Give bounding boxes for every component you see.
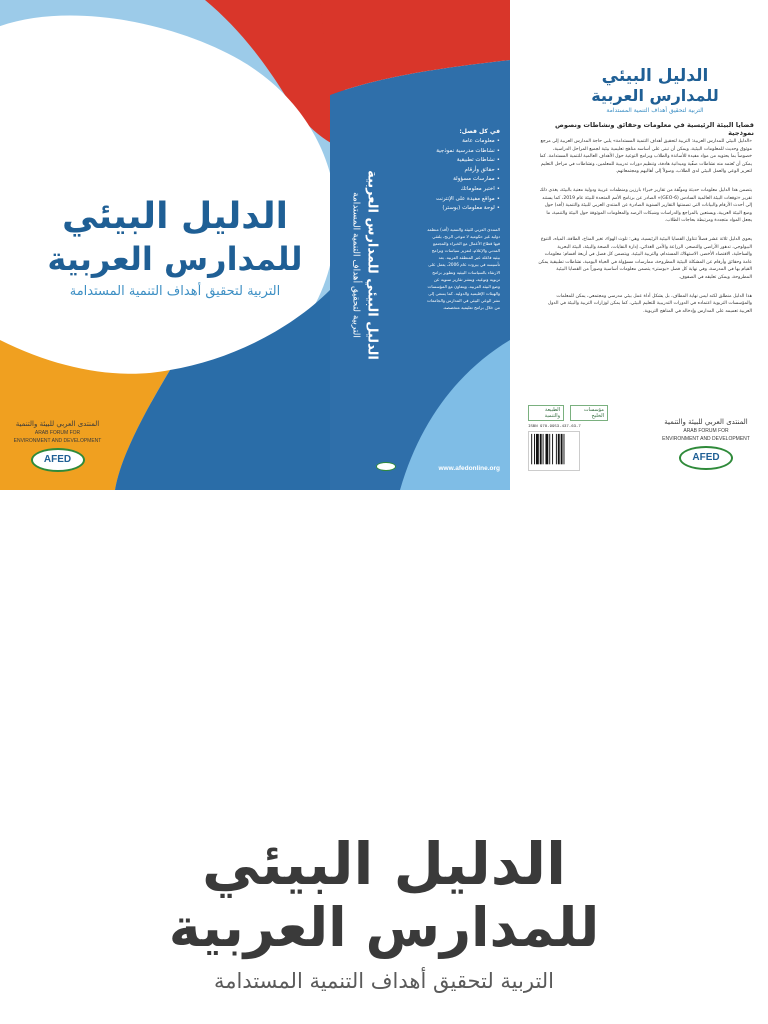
barcode-icon [528, 431, 580, 471]
back-afed-logo-icon [679, 446, 733, 470]
partner-logo-1: الطبيعة والتنمية [528, 405, 564, 421]
description-paragraph: «الدليل البيئي للمدارس العربية: التربية لتحقيق أهداف التنمية المستدامة» يلبي حاجة المدارس العربية إلى مرجع موثوق وحديث للمعلومات البيئية، ويمكن أن تبنى على أساسه مناهج تعليمية بيئية لجميع المراحل الدراسية، خصوصاً بما يحتويه من مواد مفيدة للأساتذة والطلاب وبرامج التوعية حول الأهداف العالمية للتنمية المستدامة. كما يمكن أن تُعتمد منه نشاطات صفّية وميدانية هادفة، وتنظيم دورات تدريبية للمعلمين، ونشاطات في مراحل التعليم لتعزيز الوعي والعمل البيئي لدى الطلاب، وصولاً إلى أهاليهم ومجتمعاتهم. [539, 139, 752, 175]
partner-logo-2: مؤسسات الخليج [570, 405, 608, 421]
feature-item: • معلومات عامة [425, 137, 500, 147]
features-heading: في كل فصل: [459, 128, 500, 135]
spine-afed-logo-icon [376, 462, 396, 471]
back-cover-description [538, 138, 752, 326]
back-tagline: قضايا البيئة الرئيسية في معلومات وحقائق ونشاطات ونصوص نموذجية [555, 121, 754, 137]
features-items [425, 137, 500, 214]
back-title-line1: الدليل البيئي [601, 66, 709, 86]
publisher-name-english-1: ARAB FORUM FOR [34, 430, 81, 436]
feature-item: • حقائق وأرقام [425, 166, 500, 176]
feature-item: • ممارسات مسؤولة [425, 175, 500, 185]
back-title-line2: للمدارس العربية [591, 86, 719, 105]
front-title-line1: الدليل البيئي [62, 196, 288, 237]
title-logotype [164, 832, 604, 998]
afed-badge-text: AFED [43, 454, 72, 465]
back-subtitle: التربية لتحقيق أهداف التنمية المستدامة [606, 107, 704, 114]
publisher-name-english-2: ENVIRONMENT AND DEVELOPMENT [13, 438, 102, 444]
front-subtitle: التربية لتحقيق أهداف التنمية المستدامة [69, 284, 281, 299]
book-spine [337, 100, 393, 430]
description-paragraph: هذا الدليل منطلق لكنه ليس نهاية المطاف، بل يشكل أداة عمل بيئي مدرسي ومجتمعي، يمكن للمعلمات والمؤسسات التربوية اعتماده في الدورات التدريبية للتعليم البيئي، كما يمكن لوزارات التربية والبيئة في الدول العربية تعميمه على المدارس وإدخاله في المناهج التربوية. [547, 293, 752, 314]
back-cover-title [590, 66, 720, 114]
feature-item: • مواقع مفيدة على الإنترنت [425, 195, 500, 205]
logotype-line3: التربية لتحقيق أهداف التنمية المستدامة [213, 969, 555, 993]
back-publisher-name-arabic: المنتدى العربي للبيئة والتنمية [664, 418, 748, 426]
back-publisher-logo [656, 418, 756, 474]
feature-item: • لوحة معلومات (بوستر) [425, 204, 500, 214]
chapter-features-list [425, 128, 500, 214]
back-afed-badge-text: AFED [692, 452, 720, 463]
front-title-line2: للمدارس العربية [47, 240, 303, 278]
partner-logos [528, 405, 608, 421]
feature-item: • نشاطات تطبيقية [425, 156, 500, 166]
blurb-text: المنتدى العربي للبيئة والتنمية (أفد) منظمة دولية غير حكومية لا تتوخى الربح، يلتقي فيها قطاع الأعمال مع الخبراء والمجتمع المدني والإعلام، لتعزيز سياسات وبرامج بيئية فاعلة عبر المنطقة العربية. بعد تأسيسه في بيروت عام 2006، يعمل على الارتقاء بالسياسات البيئية وتطوير برامج تربوية وتوعية، وينشر تقارير سنوية عن وضع البيئة العربية، ويتعاون مع المؤسسات والهيئات الإقليمية والدولية. كما يسعى إلى نشر الوعي البيئي في المدارس والجامعات من خلال برامج تعليمية متخصصة. [427, 227, 500, 311]
book-cover-spread [0, 0, 510, 490]
description-paragraph: يحوي الدليل ثلاثة عشر فصلاً تتناول القضايا البيئية الرئيسية، وهي: تلوث الهواء، تغير المناخ، الطاقة، المياه، التنوع البيولوجي، تدهور الأراضي والتصحر، الزراعة والأمن الغذائي، إدارة النفايات، الصحة والبيئة، البيئة البحرية والساحلية، الاقتصاد الأخضر، الاستهلاك المستدام، والتربية البيئية. ويتضمن كل فصل في أربعة أقسام: معلومات عامة وحقائق وأرقام عن المشكلة البيئية المطروحة، ممارسات مسؤولة في الحياة اليومية، نشاطات تطبيقية يمكن القيام بها في المدرسة، وفي نهاية كل فصل «بوستر» يتضمن معلومات أساسية وصوراً من القضايا البيئية المطروحة، ويمكن تعليقه في الصفوف. [538, 236, 752, 280]
feature-item: • اختبر معلوماتك [425, 185, 500, 195]
isbn-text: ISBN 978-9953-437-63-7 [528, 425, 581, 429]
logotype-line2: للمدارس العربية [168, 896, 600, 959]
spine-subtitle: التربية لتحقيق أهداف التنمية المستدامة [350, 192, 361, 338]
website-link[interactable]: www.afedonline.org [438, 465, 500, 472]
front-publisher-logo [10, 420, 105, 476]
spine-title: الدليل البيئي للمدارس العربية [364, 170, 380, 360]
publisher-name-arabic: المنتدى العربي للبيئة والتنمية [15, 420, 100, 428]
isbn-barcode-block [528, 405, 608, 475]
back-publisher-name-english-2: ENVIRONMENT AND DEVELOPMENT [662, 436, 750, 442]
publisher-blurb [426, 226, 500, 311]
afed-logo-icon [31, 448, 85, 472]
description-paragraph: يتضمن هذا الدليل معلومات حديثة وموثّقة من تقارير خبراء بارزين ومنظمات عربية ودولية معنية بالبيئة، يغذي ذلك تقرير «توقعات البيئة العالمية السادس (GEO-6)» الصادر عن برنامج الأمم المتحدة للبيئة عام 2019، كما يستند إلى أحدث الأرقام والبيانات التي تضمنتها التقارير السنوية الصادرة عن المنتدى العربي للبيئة والتنمية (أفد) حول وضع البيئة العربية، ويستعين بالمراجع والدراسات وشبكات الرصد والمعلومات الموثوقة حول البيئة والتنمية، ما يجعل المواد متجددة ومرتبطة بحاجات الطلاب. [539, 187, 752, 224]
back-publisher-name-english-1: ARAB FORUM FOR [683, 428, 729, 434]
front-cover-title [40, 195, 310, 303]
logotype-line1: الدليل البيئي [202, 830, 566, 898]
feature-item: • نشاطات مدرسية نموذجية [425, 147, 500, 157]
